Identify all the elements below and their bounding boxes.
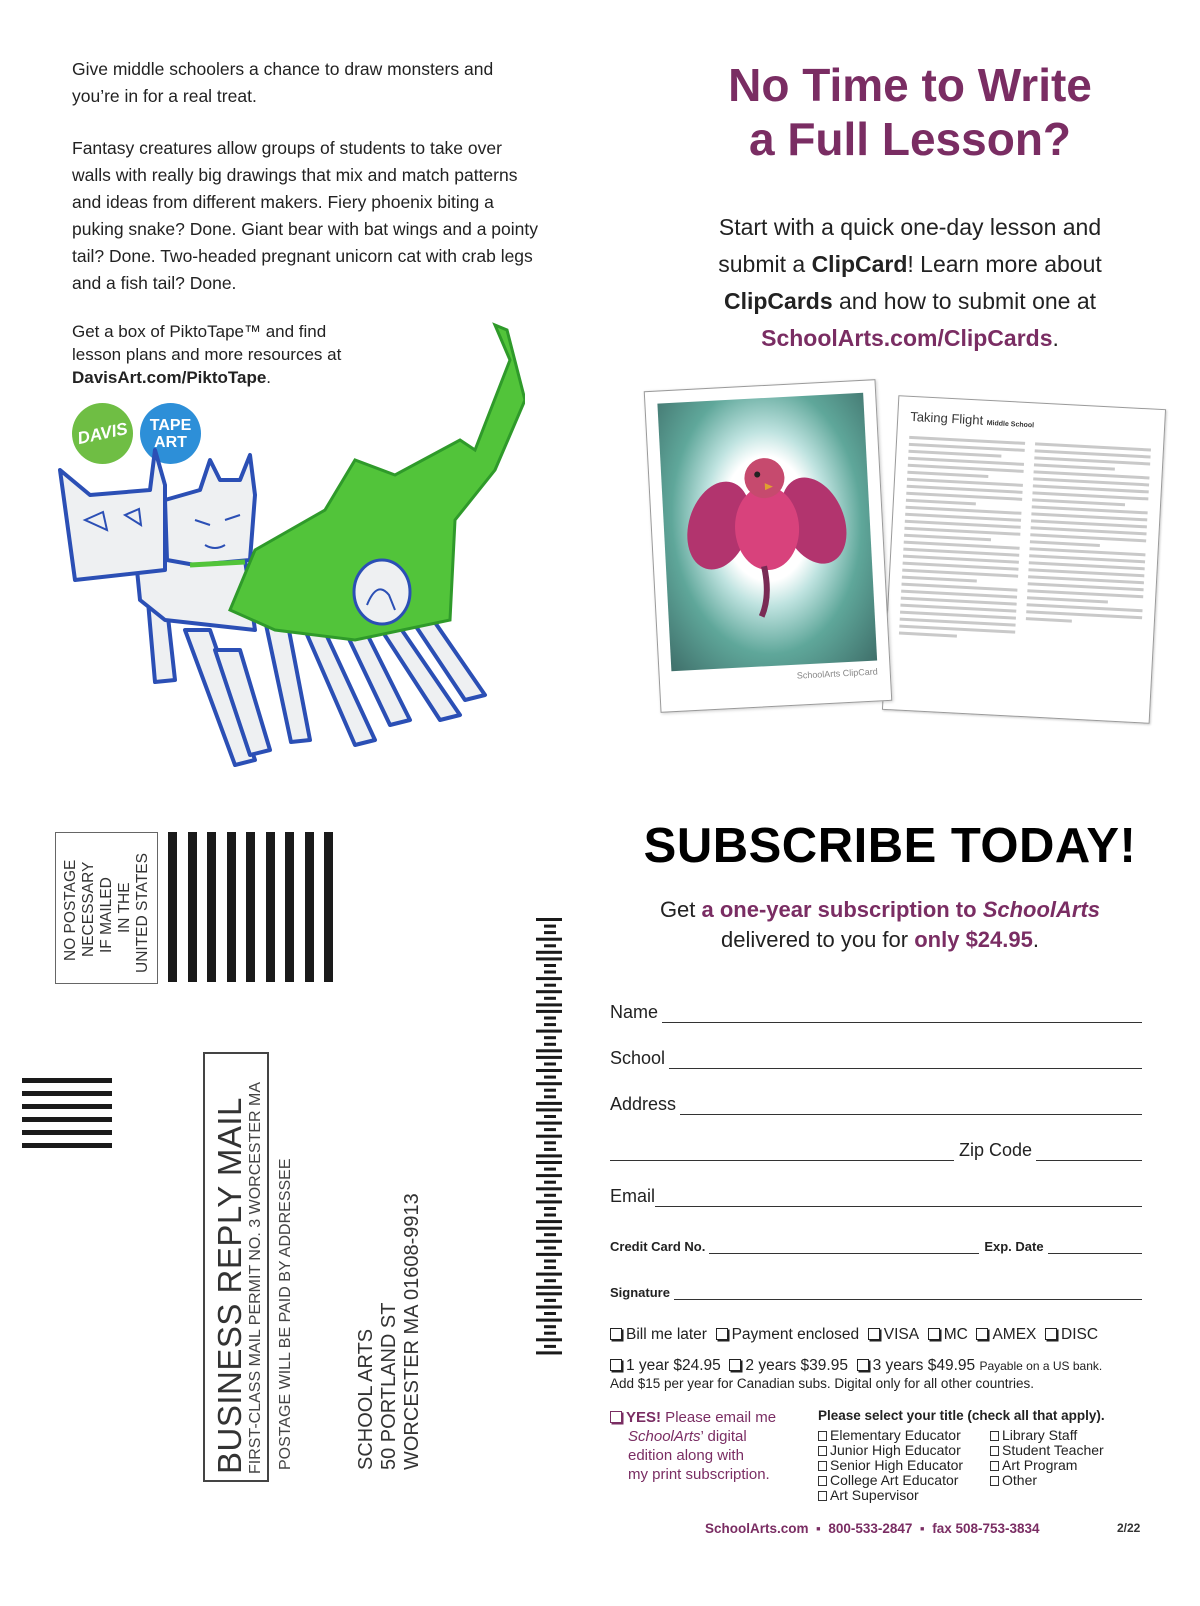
subscribe-offer — [600, 895, 1160, 955]
credit-card-input[interactable] — [709, 1236, 979, 1254]
barcode-bar — [544, 1141, 556, 1144]
offer-magazine: SchoolArts — [982, 897, 1101, 922]
address-line-3: WORCESTER MA 01608-9913 — [401, 1193, 423, 1470]
barcode-bar — [544, 1043, 556, 1046]
exp-date-label: Exp. Date — [984, 1239, 1044, 1254]
barcode-bar — [536, 951, 562, 954]
payment-option[interactable] — [1045, 1326, 1098, 1343]
address-line-1: SCHOOL ARTS — [355, 1328, 377, 1470]
title-option[interactable] — [818, 1458, 963, 1473]
barcode-bar — [544, 1246, 556, 1249]
tape-logo-line-2: ART — [154, 433, 187, 451]
article-paragraph-1: Give middle schoolers a chance to draw monsters and you’re in for a real treat. — [72, 59, 494, 106]
address-field[interactable] — [610, 1094, 1142, 1115]
payment-option[interactable] — [868, 1326, 919, 1343]
barcode-bar — [544, 1214, 556, 1217]
clipcard-heading — [910, 409, 1152, 437]
barcode-bar — [536, 1338, 562, 1341]
no-postage-box — [55, 832, 158, 984]
barcode-bar — [536, 1351, 562, 1354]
option-label: DISC — [1061, 1326, 1099, 1343]
ad-text: and how to submit one at — [832, 288, 1097, 314]
option-label: Library Staff — [1002, 1427, 1078, 1443]
payment-option[interactable] — [976, 1326, 1036, 1343]
option-label: Art Program — [1002, 1457, 1078, 1473]
barcode-bar — [544, 1148, 556, 1151]
payment-option[interactable] — [716, 1326, 860, 1343]
ad-text: Start with a quick one-day lesson and — [718, 214, 1102, 240]
barcode-bar — [536, 1286, 562, 1289]
title-option[interactable] — [818, 1473, 963, 1488]
horizontal-bars — [22, 1078, 112, 1156]
option-label: Bill me later — [626, 1326, 707, 1343]
title-column-1 — [818, 1428, 963, 1503]
payment-option[interactable] — [928, 1326, 968, 1343]
no-postage-line: IF MAILED — [98, 877, 115, 953]
term-options — [610, 1357, 1102, 1375]
city-zip-field[interactable] — [610, 1140, 1142, 1161]
yes-magazine: SchoolArts — [628, 1428, 701, 1445]
barcode-bar — [544, 931, 556, 934]
barcode-bar — [544, 1194, 556, 1197]
checkbox[interactable] — [716, 1328, 728, 1340]
option-label: Senior High Educator — [830, 1457, 964, 1473]
clipcard-level: Middle School — [986, 419, 1035, 430]
barcode-bar — [536, 1154, 562, 1157]
barcode-bar — [544, 1345, 556, 1348]
checkbox[interactable] — [1045, 1328, 1057, 1340]
title-selection-heading: Please select your title (check all that apply). — [818, 1408, 1105, 1423]
barcode-bar — [536, 957, 562, 960]
term-option[interactable] — [857, 1357, 976, 1374]
footer-site[interactable]: SchoolArts.com — [705, 1521, 809, 1536]
checkbox[interactable] — [610, 1411, 622, 1423]
barcode-bar — [544, 971, 556, 974]
page-number: 2/22 — [1117, 1521, 1141, 1535]
signature-label: Signature — [610, 1285, 670, 1300]
canada-note: Add $15 per year for Canadian subs. Digital only for all other countries. — [610, 1376, 1034, 1391]
footer-phone: 800-533-2847 — [828, 1521, 913, 1536]
business-reply-box — [203, 1052, 269, 1482]
ad-body-line-3 — [640, 283, 1180, 320]
school-label: School — [610, 1048, 666, 1068]
subscribe-title: SUBSCRIBE TODAY! — [643, 819, 1137, 873]
name-label: Name — [610, 1002, 659, 1022]
barcode-bar — [536, 1273, 562, 1276]
clipcard-back-sheet — [882, 395, 1166, 724]
checkbox[interactable] — [868, 1328, 880, 1340]
barcode-bar — [544, 1036, 556, 1039]
barcode-bar — [536, 1069, 562, 1072]
address-line-2: 50 PORTLAND ST — [378, 1302, 400, 1470]
option-label: AMEX — [992, 1326, 1037, 1343]
title-option[interactable] — [990, 1443, 1104, 1458]
fim-barcode — [168, 832, 353, 982]
barcode-bar — [536, 1056, 562, 1059]
checkbox[interactable] — [857, 1359, 869, 1371]
footer-contact: SchoolArts.com ▪ 800-533-2847 ▪ fax 508-753-3834 — [705, 1521, 1040, 1536]
barcode-bar — [544, 1266, 556, 1269]
yes-text: my print subscription. — [628, 1466, 770, 1483]
option-label: Payment enclosed — [731, 1326, 860, 1343]
barcode-bar — [544, 1279, 556, 1282]
checkbox[interactable] — [990, 1431, 999, 1441]
barcode-bar — [536, 1174, 562, 1177]
barcode-bar — [536, 1102, 562, 1105]
postage-paid-text: POSTAGE WILL BE PAID BY ADDRESSEE — [277, 1158, 294, 1470]
offer-text: delivered to you for — [721, 927, 915, 952]
title-column-2 — [990, 1428, 1104, 1488]
ad-text: . — [1052, 325, 1059, 351]
yes-text: Please email me — [661, 1409, 777, 1426]
barcode-bar — [544, 925, 556, 928]
promo-body: Get a box of PiktoTape™ and find lesson plans and more resources at — [72, 322, 342, 364]
option-label: Other — [1002, 1472, 1038, 1488]
barcode-bar — [544, 1023, 556, 1026]
clipcard-front — [644, 379, 893, 713]
option-label: 1 year $24.95 — [626, 1357, 721, 1374]
ad-body-line-1 — [640, 209, 1180, 246]
ad-body-line-4 — [640, 320, 1180, 357]
clipcard-brand: SchoolArts ClipCard — [796, 666, 878, 681]
checkbox[interactable] — [928, 1328, 940, 1340]
no-postage-line: NECESSARY — [80, 861, 97, 957]
ad-clipcards-bold: ClipCards — [723, 288, 833, 314]
barcode-bar — [544, 1260, 556, 1263]
barcode-bar — [536, 1030, 562, 1033]
email-label: Email — [610, 1186, 656, 1206]
no-postage-line: IN THE — [116, 882, 133, 933]
barcode-bar — [536, 1082, 562, 1085]
barcode-bar — [544, 1076, 556, 1079]
barcode-bar — [544, 1017, 556, 1020]
barcode-bar — [544, 1128, 556, 1131]
payment-option[interactable] — [610, 1326, 707, 1343]
yes-text: ’ digital — [700, 1428, 747, 1445]
barcode-bar — [536, 1010, 562, 1013]
credit-card-label: Credit Card No. — [610, 1239, 706, 1254]
title-option[interactable] — [818, 1443, 963, 1458]
bird-artwork — [657, 393, 877, 671]
barcode-bar — [544, 1332, 556, 1335]
ad-headline-line-2: a Full Lesson? — [748, 113, 1072, 165]
offer-text: Get — [659, 897, 702, 922]
barcode-bar — [536, 938, 562, 941]
credit-card-field[interactable] — [610, 1236, 1142, 1254]
davis-logo-text: DAVIS — [75, 418, 130, 448]
city-input[interactable] — [610, 1143, 954, 1161]
option-label: College Art Educator — [830, 1472, 959, 1488]
title-option[interactable] — [990, 1458, 1104, 1473]
term-option[interactable] — [729, 1357, 848, 1374]
promo-link[interactable]: DavisArt.com/PiktoTape — [72, 368, 267, 387]
checkbox[interactable] — [818, 1461, 827, 1471]
barcode-bar — [544, 1233, 556, 1236]
title-option[interactable] — [818, 1428, 963, 1443]
bird-illustration — [657, 393, 877, 671]
barcode-bar — [536, 977, 562, 980]
ad-clipcard-bold: ClipCard — [811, 251, 908, 277]
offer-text: . — [1032, 927, 1039, 952]
school-field[interactable] — [610, 1048, 1142, 1069]
clipcard-title: Taking Flight — [909, 408, 984, 428]
option-label: MC — [943, 1326, 968, 1343]
checkbox[interactable] — [990, 1461, 999, 1471]
address-input[interactable] — [680, 1097, 1142, 1115]
ad-text: ! Learn more about — [907, 251, 1102, 277]
digital-edition-option[interactable] — [610, 1408, 800, 1484]
email-field[interactable] — [610, 1186, 1142, 1207]
barcode-bar — [536, 918, 562, 921]
barcode-bar — [544, 964, 556, 967]
checkbox[interactable] — [818, 1446, 827, 1456]
checkbox[interactable] — [729, 1359, 741, 1371]
barcode-bar — [536, 1122, 562, 1125]
clipcards-link[interactable]: SchoolArts.com/ClipCards — [761, 325, 1053, 351]
barcode-bar — [536, 1161, 562, 1164]
yes-text: edition along with — [628, 1447, 744, 1464]
ad-headline-line-1: No Time to Write — [728, 59, 1092, 111]
option-label: 3 years $49.95 — [872, 1357, 976, 1374]
checkbox[interactable] — [990, 1476, 999, 1486]
article-paragraph-2: Fantasy creatures allow groups of students to take over walls with really big drawings that mix and match patterns and ideas from different makers. Fiery phoenix biting a puking snake? Done. Giant bear with bat wings and a pointy tail? Done. Two-headed pregnant unicorn cat with crab legs and a fish tail? Done. — [72, 138, 538, 293]
option-label: Elementary Educator — [830, 1427, 961, 1443]
barcode-bar — [536, 1306, 562, 1309]
zip-input[interactable] — [1036, 1143, 1142, 1161]
name-input[interactable] — [662, 1005, 1142, 1023]
payment-options — [610, 1326, 1098, 1344]
option-label: Art Supervisor — [830, 1487, 919, 1503]
barcode-bar — [544, 984, 556, 987]
barcode-bar — [544, 1115, 556, 1118]
barcode-bar — [536, 990, 562, 993]
signature-field[interactable] — [610, 1282, 1142, 1300]
checkbox[interactable] — [818, 1491, 827, 1501]
promo-end: . — [266, 368, 272, 387]
barcode-bar — [536, 1220, 562, 1223]
option-label: VISA — [883, 1326, 920, 1343]
barcode-bar — [544, 997, 556, 1000]
option-label: Student Teacher — [1002, 1442, 1104, 1458]
barcode-bar — [544, 1063, 556, 1066]
title-option[interactable] — [818, 1488, 963, 1503]
barcode-bar — [544, 1181, 556, 1184]
barcode-bar — [544, 1325, 556, 1328]
ad-body-line-2 — [640, 246, 1180, 283]
barcode-bar — [544, 1168, 556, 1171]
yes-label: YES! — [626, 1409, 662, 1426]
monster-belly — [354, 560, 410, 624]
school-input[interactable] — [669, 1051, 1142, 1069]
article-text — [72, 56, 542, 297]
term-option[interactable] — [610, 1357, 721, 1374]
ad-body — [640, 209, 1180, 357]
barcode-bar — [536, 1003, 562, 1006]
barcode-bar — [544, 1312, 556, 1315]
barcode-bar — [536, 1292, 562, 1295]
barcode-bar — [544, 1095, 556, 1098]
ad-headline — [640, 58, 1180, 166]
monster-tape-drawing — [55, 320, 525, 770]
barcode-bar — [536, 1200, 562, 1203]
checkbox[interactable] — [818, 1476, 827, 1486]
address-label: Address — [610, 1094, 677, 1114]
barcode-bar — [536, 1108, 562, 1111]
barcode-bar — [536, 1253, 562, 1256]
checkbox[interactable] — [990, 1446, 999, 1456]
barcode-bar — [536, 1187, 562, 1190]
monster-leg — [265, 620, 310, 742]
checkbox[interactable] — [610, 1328, 622, 1340]
barcode-bar — [536, 1049, 562, 1052]
business-reply-permit: FIRST-CLASS MAIL PERMIT NO. 3 WORCESTER MA — [247, 1081, 264, 1474]
option-label: 2 years $39.95 — [745, 1357, 848, 1374]
monster-head-left — [60, 450, 165, 580]
barcode-bar — [544, 1299, 556, 1302]
option-label: Junior High Educator — [830, 1442, 961, 1458]
title-option[interactable] — [990, 1473, 1104, 1488]
title-selection — [818, 1408, 1158, 1503]
tape-logo-line-1: TAPE — [149, 416, 192, 434]
no-postage-line: UNITED STATES — [134, 853, 151, 973]
postal-barcode — [536, 918, 562, 1358]
name-field[interactable] — [610, 1002, 1142, 1023]
exp-date-input[interactable] — [1048, 1236, 1142, 1254]
terms-note: Payable on a US bank. — [979, 1359, 1103, 1373]
title-option[interactable] — [990, 1428, 1104, 1443]
ad-text: submit a — [718, 251, 812, 277]
barcode-bar — [536, 1319, 562, 1322]
signature-input[interactable] — [674, 1282, 1142, 1300]
barcode-bar — [544, 1089, 556, 1092]
zip-label: Zip Code — [959, 1140, 1033, 1160]
checkbox[interactable] — [976, 1328, 988, 1340]
barcode-bar — [544, 944, 556, 947]
offer-price: only $24.95 — [914, 927, 1033, 952]
monster-head-right — [165, 455, 255, 565]
barcode-bar — [536, 1135, 562, 1138]
checkbox[interactable] — [610, 1359, 622, 1371]
business-reply-title: BUSINESS REPLY MAIL — [211, 1097, 248, 1474]
footer-fax: fax 508-753-3834 — [932, 1521, 1040, 1536]
offer-highlight: a one-year subscription to — [701, 897, 983, 922]
no-postage-line: NO POSTAGE — [62, 859, 79, 961]
email-input[interactable] — [655, 1189, 1142, 1207]
checkbox[interactable] — [818, 1431, 827, 1441]
barcode-bar — [544, 1207, 556, 1210]
barcode-bar — [536, 1227, 562, 1230]
barcode-bar — [536, 1240, 562, 1243]
